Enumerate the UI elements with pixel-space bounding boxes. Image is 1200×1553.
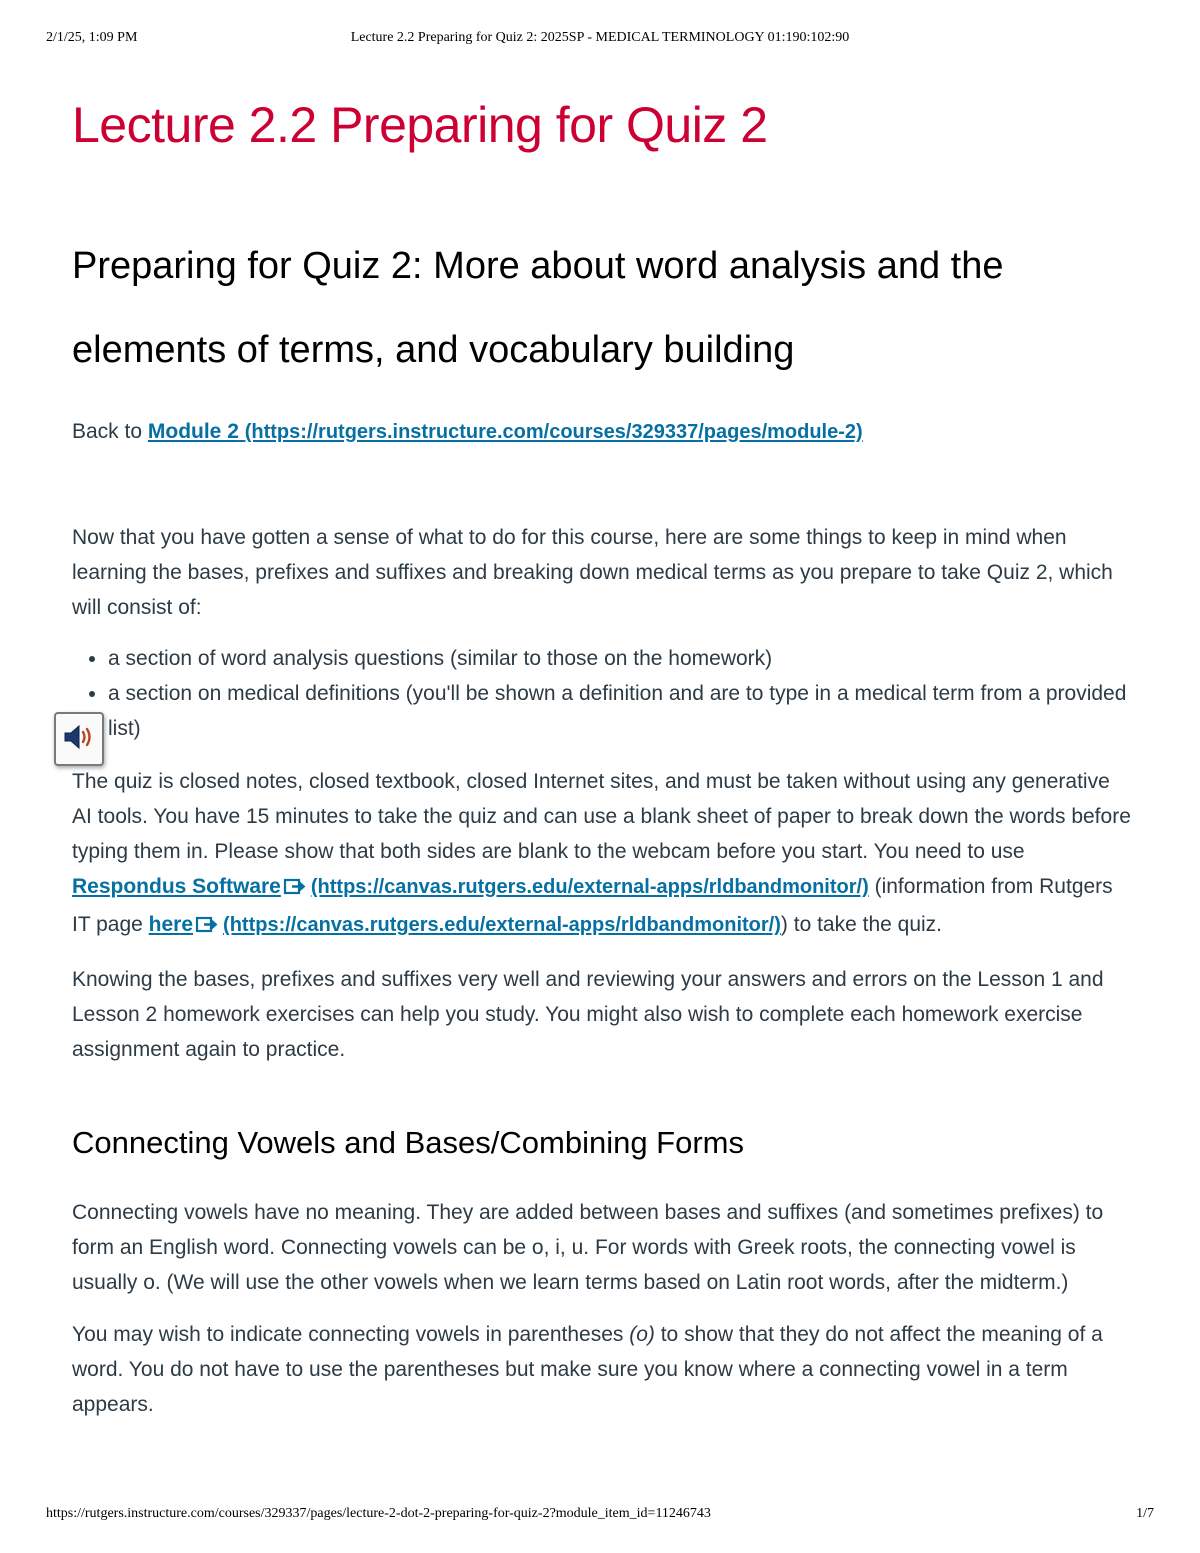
- respondus-url-text: (https://canvas.rutgers.edu/external-apps/rldbandmonitor/): [310, 876, 869, 898]
- speaker-icon: [62, 723, 96, 756]
- intro-paragraph: Now that you have gotten a sense of what to do for this course, here are some things to keep in mind when learning the bases, prefixes and suffixes and breaking down medical terms as you prepare to take Quiz 2, which will consist of:: [72, 526, 1113, 619]
- here-url-text: (https://canvas.rutgers.edu/external-apps/rldbandmonitor/): [223, 914, 781, 936]
- here-link[interactable]: [149, 913, 193, 936]
- connecting-vowels-heading: Connecting Vowels and Bases/Combining Forms: [72, 1125, 745, 1160]
- parentheses-paragraph: [72, 1317, 1132, 1422]
- here-url-link[interactable]: [223, 913, 781, 936]
- list-item: • a section of word analysis questions (similar to those on the homework): [108, 641, 1132, 676]
- parentheses-before: You may wish to indicate connecting vowels in parentheses: [72, 1323, 630, 1346]
- here-link-label: here: [148, 913, 194, 936]
- print-footer-url: https://rutgers.instructure.com/courses/329337/pages/lecture-2-dot-2-preparing-for-quiz-2?module_item_id=11246743: [46, 1506, 711, 1521]
- print-date: 2/1/25, 1:09 PM: [46, 30, 138, 45]
- external-link-icon[interactable]: [195, 910, 219, 945]
- rules-text: The quiz is closed notes, closed textbook, closed Internet sites, and must be taken without using any generative AI tools. You have 15 minutes to take the quiz and can use a blank sheet of paper to break down the words before typing them in. Please show that both sides are blank to the webcam before you start. You need to use: [72, 770, 1131, 863]
- rules-mid-text: (information from Rutgers IT page: [72, 875, 1113, 936]
- quiz-sections-list: [72, 641, 1132, 746]
- module-2-link-url: (https://rutgers.instructure.com/courses/329337/pages/module-2): [244, 421, 863, 443]
- module-2-link[interactable]: [148, 420, 863, 443]
- parentheses-example: (o): [629, 1323, 655, 1346]
- respondus-software-link[interactable]: [72, 875, 281, 898]
- study-tips-paragraph: Knowing the bases, prefixes and suffixes very well and reviewing your answers and errors on the Lesson 1 and Lesson 2 homework exercises can help you study. You might also wish to complete each homework exercise assignment again to practice.: [72, 968, 1104, 1061]
- print-doc-title: Lecture 2.2 Preparing for Quiz 2: 2025SP - MEDICAL TERMINOLOGY 01:190:102:90: [350, 30, 850, 45]
- read-aloud-button[interactable]: [54, 712, 104, 766]
- back-to-prefix: Back to: [72, 420, 148, 443]
- print-header: [46, 30, 1154, 50]
- section-title: Preparing for Quiz 2: More about word analysis and the elements of terms, and vocabulary building: [72, 245, 1004, 371]
- print-footer: [46, 1506, 1154, 1526]
- module-2-link-label: Module 2: [147, 420, 239, 443]
- parentheses-after: to show that they do not affect the meaning of a word. You do not have to use the parentheses but make sure you know where a connecting vowel in a term appears.: [72, 1323, 1103, 1416]
- back-to-module-line: [72, 414, 1132, 450]
- page-content: [72, 92, 1132, 1422]
- list-item: • a section on medical definitions (you'll be shown a definition and are to type in a medical term from a provided list): [108, 676, 1132, 746]
- quiz-rules-paragraph: [72, 764, 1132, 945]
- rules-end-text: ) to take the quiz.: [780, 913, 942, 936]
- external-link-icon[interactable]: [283, 872, 307, 907]
- connecting-vowels-paragraph: Connecting vowels have no meaning. They are added between bases and suffixes (and sometimes prefixes) to form an English word. Connecting vowels can be o, i, u. For words with Greek roots, the connecting vowel is usually o. (We will use the other vowels when we learn terms based on Latin root words, after the midterm.): [72, 1201, 1104, 1294]
- respondus-url-link[interactable]: [311, 875, 869, 898]
- respondus-link-label: Respondus Software: [72, 875, 281, 898]
- page-title: Lecture 2.2 Preparing for Quiz 2: [72, 97, 768, 153]
- print-page-number: 1/7: [1136, 1506, 1154, 1521]
